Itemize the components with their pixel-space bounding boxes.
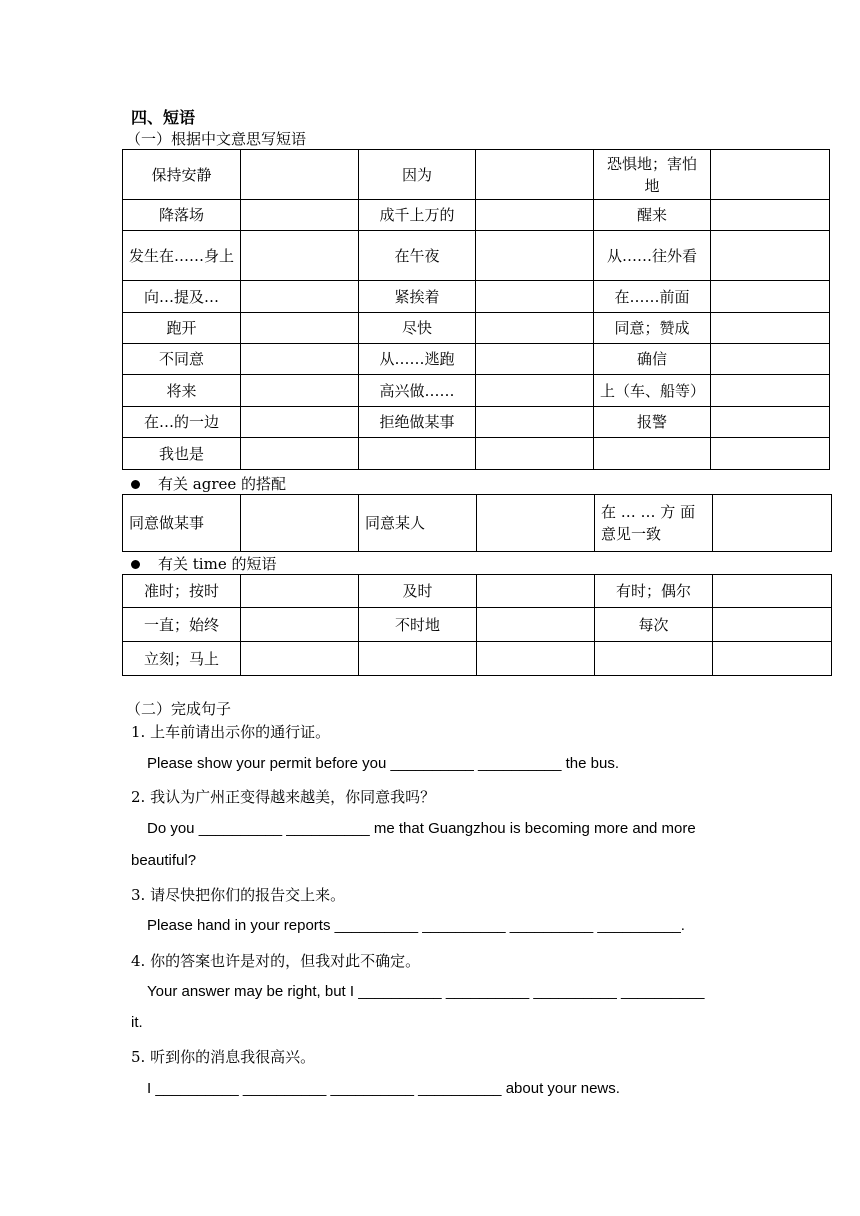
answer-cell[interactable]: [241, 281, 359, 313]
answer-cell[interactable]: [711, 344, 830, 375]
table-cell: 上（车、船等）: [594, 375, 711, 407]
table-cell: 我也是: [123, 438, 241, 470]
table-cell: 跑开: [123, 313, 241, 344]
agree-table: [122, 494, 832, 552]
answer-cell[interactable]: [241, 313, 359, 344]
table-cell: 准时；按时: [123, 575, 241, 608]
table-cell: 在…的一边: [123, 407, 241, 438]
table-cell: 拒绝做某事: [359, 407, 476, 438]
answer-cell[interactable]: [711, 407, 830, 438]
agree-label: 有关 agree 的搭配: [158, 475, 287, 493]
table-cell: 发生在……身上: [123, 231, 241, 281]
table-cell: 在午夜: [359, 231, 476, 281]
answer-cell[interactable]: [476, 438, 594, 470]
answer-cell[interactable]: [477, 608, 595, 642]
answer-cell[interactable]: [241, 575, 359, 608]
time-label: 有关 time 的短语: [158, 555, 277, 573]
answer-cell[interactable]: [477, 642, 595, 676]
table-cell: 降落场: [123, 200, 241, 231]
answer-cell[interactable]: [241, 438, 359, 470]
bullet-icon: [131, 480, 140, 489]
answer-cell[interactable]: [711, 231, 830, 281]
sentence-en: Your answer may be right, but I __________ __________ __________ __________: [147, 983, 705, 1000]
table-cell: 在……前面: [594, 281, 711, 313]
answer-cell[interactable]: [477, 575, 595, 608]
answer-cell[interactable]: [241, 231, 359, 281]
answer-cell[interactable]: [476, 281, 594, 313]
sentence-cn: 3. 请尽快把你们的报告交上来。: [131, 886, 346, 904]
table-cell: 及时: [359, 575, 477, 608]
table-cell: 恐惧地；害怕地: [594, 150, 711, 200]
table-cell: 因为: [359, 150, 476, 200]
answer-cell[interactable]: [713, 642, 832, 676]
table-cell: 尽快: [359, 313, 476, 344]
table-cell: 成千上万的: [359, 200, 476, 231]
table-cell: 报警: [594, 407, 711, 438]
answer-cell[interactable]: [476, 313, 594, 344]
sentence-en: Please hand in your reports __________ __________ __________ __________.: [147, 917, 685, 934]
answer-cell[interactable]: [477, 495, 595, 552]
sentence-en-continued: beautiful?: [131, 852, 197, 869]
sentence-en: I __________ __________ __________ __________ about your news.: [147, 1080, 620, 1097]
answer-cell[interactable]: [711, 375, 830, 407]
table-cell: 向…提及…: [123, 281, 241, 313]
time-table: [122, 574, 832, 676]
answer-cell[interactable]: [711, 200, 830, 231]
answer-cell[interactable]: [241, 150, 359, 200]
sentence-en: Please show your permit before you __________ __________ the bus.: [147, 755, 620, 772]
table-cell: 醒来: [594, 200, 711, 231]
table-cell: 确信: [594, 344, 711, 375]
table-cell: 不同意: [123, 344, 241, 375]
answer-cell[interactable]: [711, 281, 830, 313]
table-cell: 一直；始终: [123, 608, 241, 642]
table-cell: 有时；偶尔: [595, 575, 713, 608]
part2-title: （二）完成句子: [126, 700, 232, 718]
answer-cell[interactable]: [476, 200, 594, 231]
answer-cell[interactable]: [476, 407, 594, 438]
sentence-en-continued: it.: [131, 1014, 143, 1031]
table-cell: 同意；赞成: [594, 313, 711, 344]
table-cell: [595, 642, 713, 676]
answer-cell[interactable]: [713, 575, 832, 608]
table-cell: [359, 642, 477, 676]
table-cell: 立刻；马上: [123, 642, 241, 676]
table-cell: 同意做某事: [123, 495, 241, 552]
table-cell: 每次: [595, 608, 713, 642]
table-cell: 紧挨着: [359, 281, 476, 313]
time-bullet: [131, 553, 276, 574]
table-cell: 从……逃跑: [359, 344, 476, 375]
answer-cell[interactable]: [241, 642, 359, 676]
sentence-cn: 1. 上车前请出示你的通行证。: [131, 723, 331, 741]
answer-cell[interactable]: [713, 608, 832, 642]
answer-cell[interactable]: [476, 150, 594, 200]
table-cell: 高兴做……: [359, 375, 476, 407]
table-cell: [359, 438, 476, 470]
agree-bullet: [131, 473, 286, 494]
sentence-cn: 2. 我认为广州正变得越来越美，你同意我吗？: [131, 788, 436, 806]
table-cell: 将来: [123, 375, 241, 407]
answer-cell[interactable]: [241, 344, 359, 375]
sentence-cn: 4. 你的答案也许是对的，但我对此不确定。: [131, 952, 421, 970]
table-cell: 从……往外看: [594, 231, 711, 281]
section-title: 四、短语: [131, 108, 196, 127]
answer-cell[interactable]: [241, 407, 359, 438]
answer-cell[interactable]: [711, 150, 830, 200]
answer-cell[interactable]: [241, 495, 359, 552]
answer-cell[interactable]: [711, 438, 830, 470]
part1-title: （一）根据中文意思写短语: [126, 130, 307, 148]
sentence-en: Do you __________ __________ me that Guangzhou is becoming more and more: [147, 820, 696, 837]
phrase-table: [122, 149, 830, 470]
table-cell: 不时地: [359, 608, 477, 642]
table-cell: 同意某人: [359, 495, 477, 552]
answer-cell[interactable]: [241, 608, 359, 642]
sentence-cn: 5. 听到你的消息我很高兴。: [131, 1048, 316, 1066]
answer-cell[interactable]: [241, 375, 359, 407]
answer-cell[interactable]: [241, 200, 359, 231]
answer-cell[interactable]: [476, 375, 594, 407]
answer-cell[interactable]: [711, 313, 830, 344]
answer-cell[interactable]: [713, 495, 832, 552]
bullet-icon: [131, 560, 140, 569]
table-cell: 在 … … 方 面意见一致: [595, 495, 713, 552]
answer-cell[interactable]: [476, 344, 594, 375]
answer-cell[interactable]: [476, 231, 594, 281]
table-cell: [594, 438, 711, 470]
table-cell: 保持安静: [123, 150, 241, 200]
